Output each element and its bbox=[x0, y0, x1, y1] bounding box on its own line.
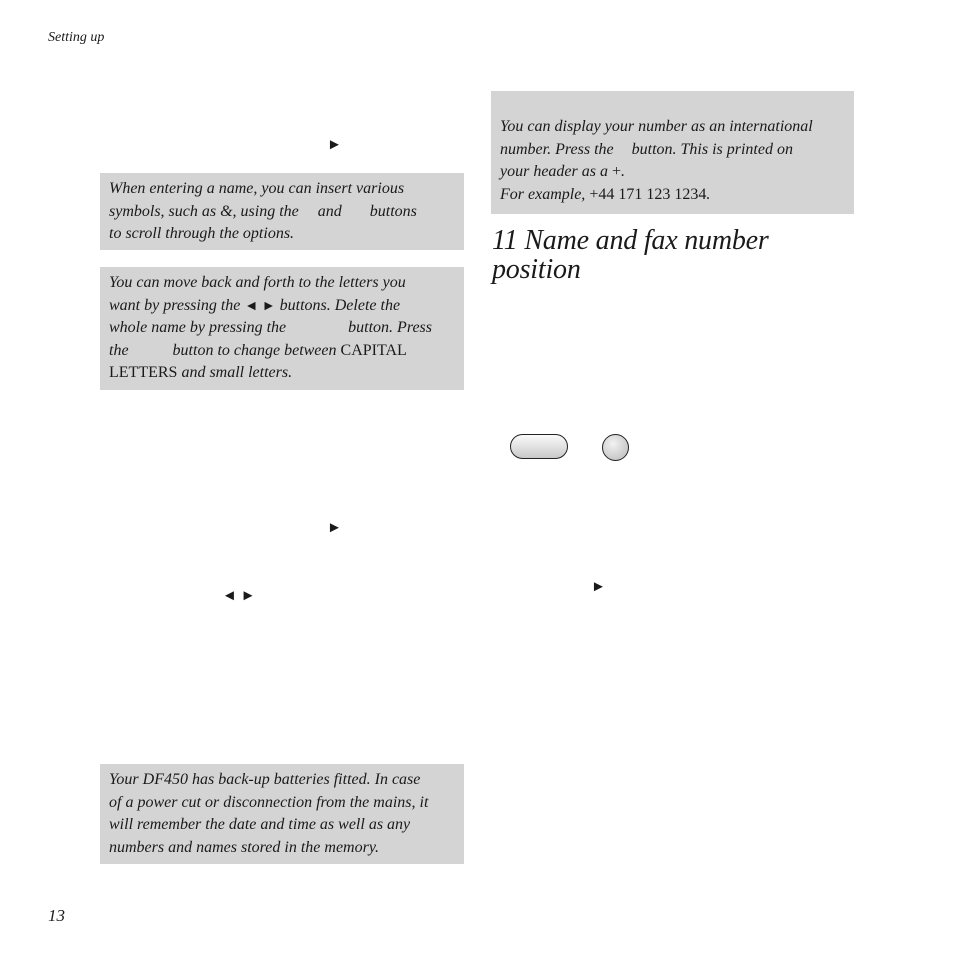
left-right-arrows-icon: ◄ ► bbox=[244, 298, 276, 314]
note-line: to scroll through the options. bbox=[109, 225, 295, 242]
right-arrow-icon: ► bbox=[327, 137, 342, 153]
note-line: You can display your number as an international bbox=[500, 118, 813, 135]
note-line: When entering a name, you can insert various bbox=[109, 180, 405, 197]
page-number: 13 bbox=[48, 906, 65, 925]
note-line: symbols, such as &, using the and buttons bbox=[109, 202, 417, 220]
right-arrow-icon: ► bbox=[591, 579, 606, 595]
section-title bbox=[492, 226, 769, 284]
function-button-illustration bbox=[510, 434, 568, 459]
note-line: Your DF450 has back-up batteries fitted. In case bbox=[109, 771, 421, 788]
note-line: the button to change between CAPITAL bbox=[109, 341, 407, 359]
running-header: Setting up bbox=[48, 30, 105, 45]
note-line: whole name by pressing the button. Press bbox=[109, 319, 433, 336]
right-arrow-icon: ► bbox=[327, 520, 342, 536]
note-letters bbox=[100, 267, 464, 390]
note-symbols bbox=[100, 173, 464, 250]
note-line: your header as a +. bbox=[500, 163, 626, 180]
note-line: You can move back and forth to the letters you bbox=[109, 274, 406, 291]
section-title-line: position bbox=[492, 254, 581, 285]
note-batteries bbox=[100, 764, 464, 864]
section-title-line: 11 Name and fax number bbox=[492, 225, 769, 256]
note-line: will remember the date and time as well as any bbox=[109, 816, 411, 833]
note-line: numbers and names stored in the memory. bbox=[109, 838, 380, 856]
note-line: number. Press the button. This is printed on bbox=[500, 140, 793, 158]
note-line: LETTERS and small letters. bbox=[109, 364, 293, 381]
left-right-arrows-icon: ◄ ► bbox=[222, 588, 256, 604]
note-line: of a power cut or disconnection from the mains, it bbox=[109, 793, 429, 811]
round-button-illustration bbox=[602, 434, 629, 461]
note-international bbox=[491, 91, 854, 214]
note-line: For example, +44 171 123 1234. bbox=[500, 185, 711, 203]
note-line: want by pressing the ◄ ► buttons. Delete the bbox=[109, 296, 401, 314]
